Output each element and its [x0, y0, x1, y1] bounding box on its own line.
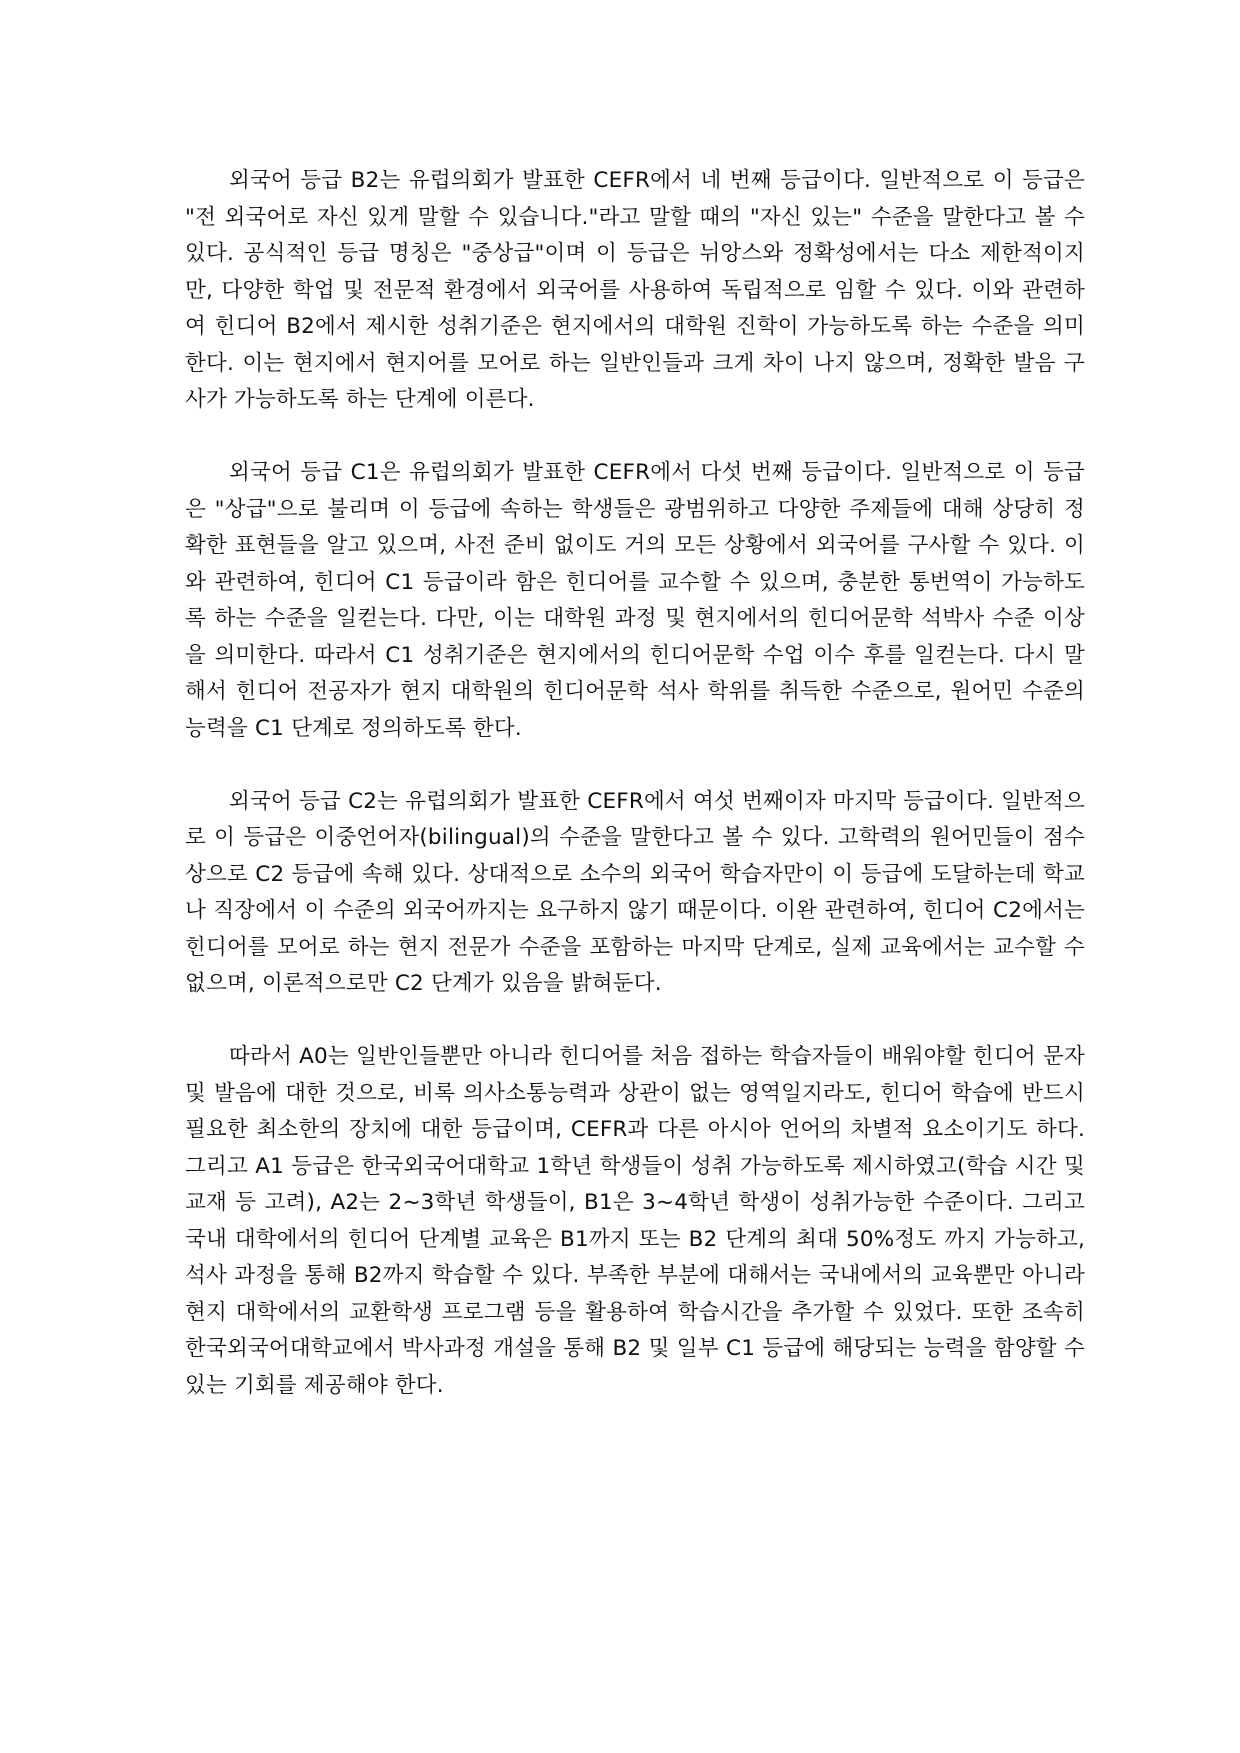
paragraph-c1-level: 외국어 등급 C1은 유럽의회가 발표한 CEFR에서 다섯 번째 등급이다. 일반적으로 이 등급은 "상급"으로 불리며 이 등급에 속하는 학생들은 광범위하고 다양한 주제들에 대해 상당히 정확한 표현들을 알고 있으며, 사전 준비 없이도 거의 모든 상황에서 외국어를 구사할 수 있다. 이와 관련하여, 힌디어 C1 등급이라 함은 힌디어를 교수할 수 있으며, 충분한 통번역이 가능하도록 하는 수준을 일컫는다. 다만, 이는 대학원 과정 및 현지에서의 힌디어문학 석박사 수준 이상을 의미한다. 따라서 C1 성취기준은 현지에서의 힌디어문학 수업 이수 후를 일컫는다. 다시 말해서 힌디어 전공자가 현지 대학원의 힌디어문학 석사 학위를 취득한 수준으로, 원어민 수준의 능력을 C1 단계로 정의하도록 한다. — [185, 460, 1085, 741]
paragraph-summary: 따라서 A0는 일반인들뿐만 아니라 힌디어를 처음 접하는 학습자들이 배워야할 힌디어 문자 및 발음에 대한 것으로, 비록 의사소통능력과 상관이 없는 영역일지라도, 힌디어 학습에 반드시 필요한 최소한의 장치에 대한 등급이며, CEFR과 다른 아시아 언어의 차별적 요소이기도 하다. 그리고 A1 등급은 한국외국어대학교 1학년 학생들이 성취 가능하도록 제시하였고(학습 시간 및 교재 등 고려), A2는 2~3학년 학생들이, B1은 3~4학년 학생이 성취가능한 수준이다. 그리고 국내 대학에서의 힌디어 단계별 교육은 B1까지 또는 B2 단계의 최대 50%정도 까지 가능하고, 석사 과정을 통해 B2까지 학습할 수 있다. 부족한 부분에 대해서는 국내에서의 교육뿐만 아니라 현지 대학에서의 교환학생 프로그램 등을 활용하여 학습시간을 추가할 수 있었다. 또한 조속히 한국외국어대학교에서 박사과정 개설을 통해 B2 및 일부 C1 등급에 해당되는 능력을 함양할 수 있는 기회를 제공해야 한다. — [185, 1044, 1085, 1398]
document-body — [185, 163, 1085, 1404]
paragraph-b2-level: 외국어 등급 B2는 유럽의회가 발표한 CEFR에서 네 번째 등급이다. 일반적으로 이 등급은 "전 외국어로 자신 있게 말할 수 있습니다."라고 말할 때의 "자신 있는" 수준을 말한다고 볼 수 있다. 공식적인 등급 명칭은 "중상급"이며 이 등급은 뉘앙스와 정확성에서는 다소 제한적이지만, 다양한 학업 및 전문적 환경에서 외국어를 사용하여 독립적으로 임할 수 있다. 이와 관련하여 힌디어 B2에서 제시한 성취기준은 현지에서의 대학원 진학이 가능하도록 하는 수준을 의미한다. 이는 현지에서 현지어를 모어로 하는 일반인들과 크게 차이 나지 않으며, 정확한 발음 구사가 가능하도록 하는 단계에 이른다. — [185, 168, 1085, 412]
paragraph-c2-level: 외국어 등급 C2는 유럽의회가 발표한 CEFR에서 여섯 번째이자 마지막 등급이다. 일반적으로 이 등급은 이중언어자(bilingual)의 수준을 말한다고 볼 수 있다. 고학력의 원어민들이 점수 상으로 C2 등급에 속해 있다. 상대적으로 소수의 외국어 학습자만이 이 등급에 도달하는데 학교나 직장에서 이 수준의 외국어까지는 요구하지 않기 때문이다. 이완 관련하여, 힌디어 C2에서는 힌디어를 모어로 하는 현지 전문가 수준을 포함하는 마지막 단계로, 실제 교육에서는 교수할 수 없으며, 이론적으로만 C2 단계가 있음을 밝혀둔다. — [185, 788, 1085, 996]
